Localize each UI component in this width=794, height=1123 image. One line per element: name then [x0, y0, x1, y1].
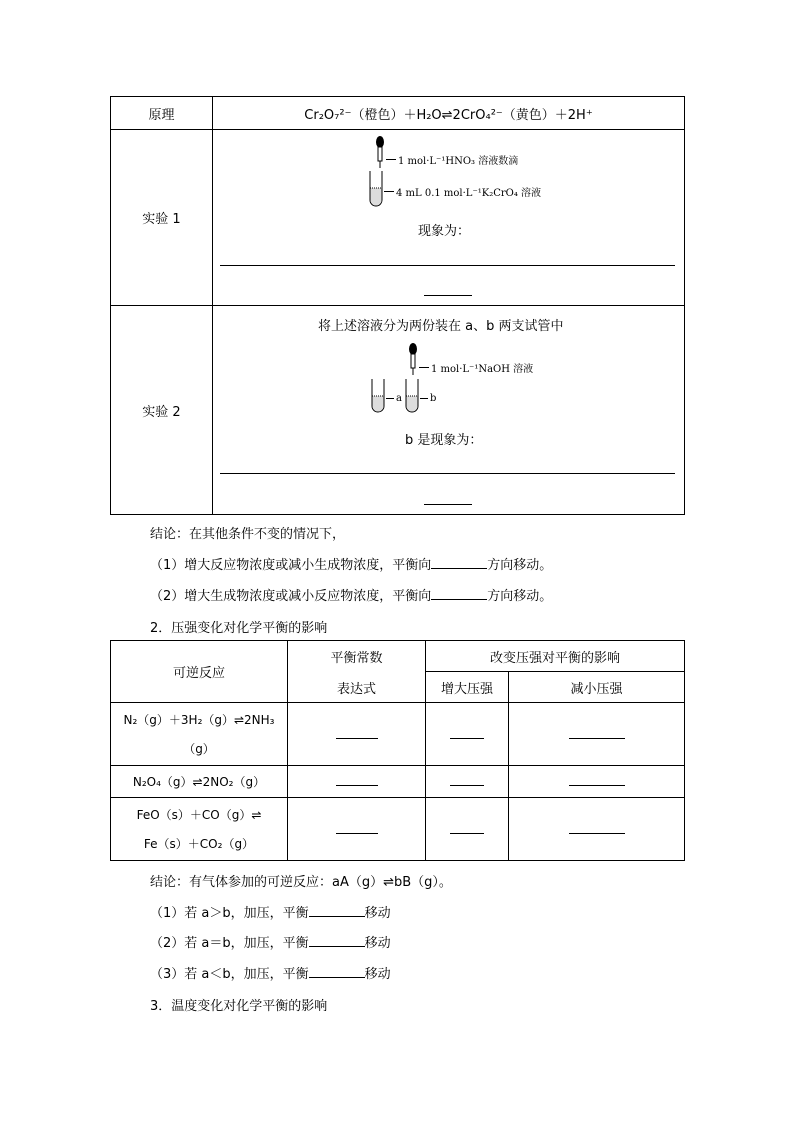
conclusion1-intro: 结论：在其他条件不变的情况下，: [150, 527, 346, 542]
conclusion2-item1: （1）若 a＞b，加压，平衡 移动: [150, 906, 391, 921]
exp1-answer-line-2: [424, 295, 472, 296]
blank: [309, 904, 365, 917]
conclusion1-item1: （1）增大反应物浓度或减小生成物浓度，平衡向 方向移动。: [150, 558, 553, 573]
principle-formula: Cr₂O₇²⁻（橙色）＋H₂O⇌2CrO₄²⁻（黄色）＋2H⁺: [213, 97, 685, 130]
exp2-label: 实验 2: [111, 306, 213, 515]
exp2-answer-line-2: [424, 504, 472, 505]
blank: [309, 934, 365, 947]
header-increase: 增大压强: [426, 672, 509, 703]
blank: [336, 821, 378, 834]
exp2-reagent: 1 mol·L⁻¹NaOH 溶液: [431, 364, 534, 375]
header-effect: 改变压强对平衡的影响: [426, 641, 685, 672]
blank: [336, 726, 378, 739]
blank: [569, 821, 625, 834]
test-tube-icon: [368, 170, 384, 208]
pressure-table: [110, 640, 685, 861]
exp1-reagent-bottom: 4 mL 0.1 mol·L⁻¹K₂CrO₄ 溶液: [396, 188, 542, 199]
header-decrease: 减小压强: [509, 672, 685, 703]
exp2-instruction: 将上述溶液分为两份装在 a、b 两支试管中: [318, 319, 564, 334]
blank: [431, 587, 487, 600]
reaction-row-3: FeO（s）＋CO（g）⇌ Fe（s）＋CO₂（g）: [111, 798, 288, 861]
blank: [569, 773, 625, 786]
blank: [431, 556, 487, 569]
header-k: 平衡常数 表达式: [288, 641, 426, 703]
section2-title: 2．压强变化对化学平衡的影响: [150, 621, 328, 636]
blank: [569, 726, 625, 739]
principle-label: 原理: [111, 97, 213, 130]
blank: [309, 965, 365, 978]
tube-b-label: b: [430, 393, 437, 404]
conclusion1-item2: （2）增大生成物浓度或减小反应物浓度，平衡向 方向移动。: [150, 589, 553, 604]
conclusion2-intro: 结论：有气体参加的可逆反应：aA（g）⇌bB（g）。: [150, 875, 452, 890]
test-tube-b-icon: [404, 378, 420, 414]
blank: [336, 773, 378, 786]
reaction-row-2: N₂O₄（g）⇌2NO₂（g）: [111, 766, 288, 798]
tube-a-label: a: [396, 393, 402, 404]
header-reaction: 可逆反应: [111, 641, 288, 703]
exp2-answer-line-1: [220, 473, 675, 474]
exp1-phenomenon: 现象为：: [418, 224, 471, 239]
test-tube-a-icon: [370, 378, 386, 414]
blank: [450, 726, 484, 739]
exp2-cell: [213, 306, 685, 515]
exp1-label: 实验 1: [111, 130, 213, 306]
blank: [450, 821, 484, 834]
section3-title: 3．温度变化对化学平衡的影响: [150, 999, 328, 1014]
reaction-row-1: N₂（g）＋3H₂（g）⇌2NH₃ （g）: [111, 703, 288, 766]
exp2-phenomenon: b 是现象为：: [405, 433, 483, 448]
exp1-reagent-top: 1 mol·L⁻¹HNO₃ 溶液数滴: [398, 156, 519, 167]
conclusion2-item2: （2）若 a＝b，加压，平衡 移动: [150, 936, 391, 951]
exp1-answer-line-1: [220, 265, 675, 266]
conclusion2-item3: （3）若 a＜b，加压，平衡 移动: [150, 967, 391, 982]
blank: [450, 773, 484, 786]
